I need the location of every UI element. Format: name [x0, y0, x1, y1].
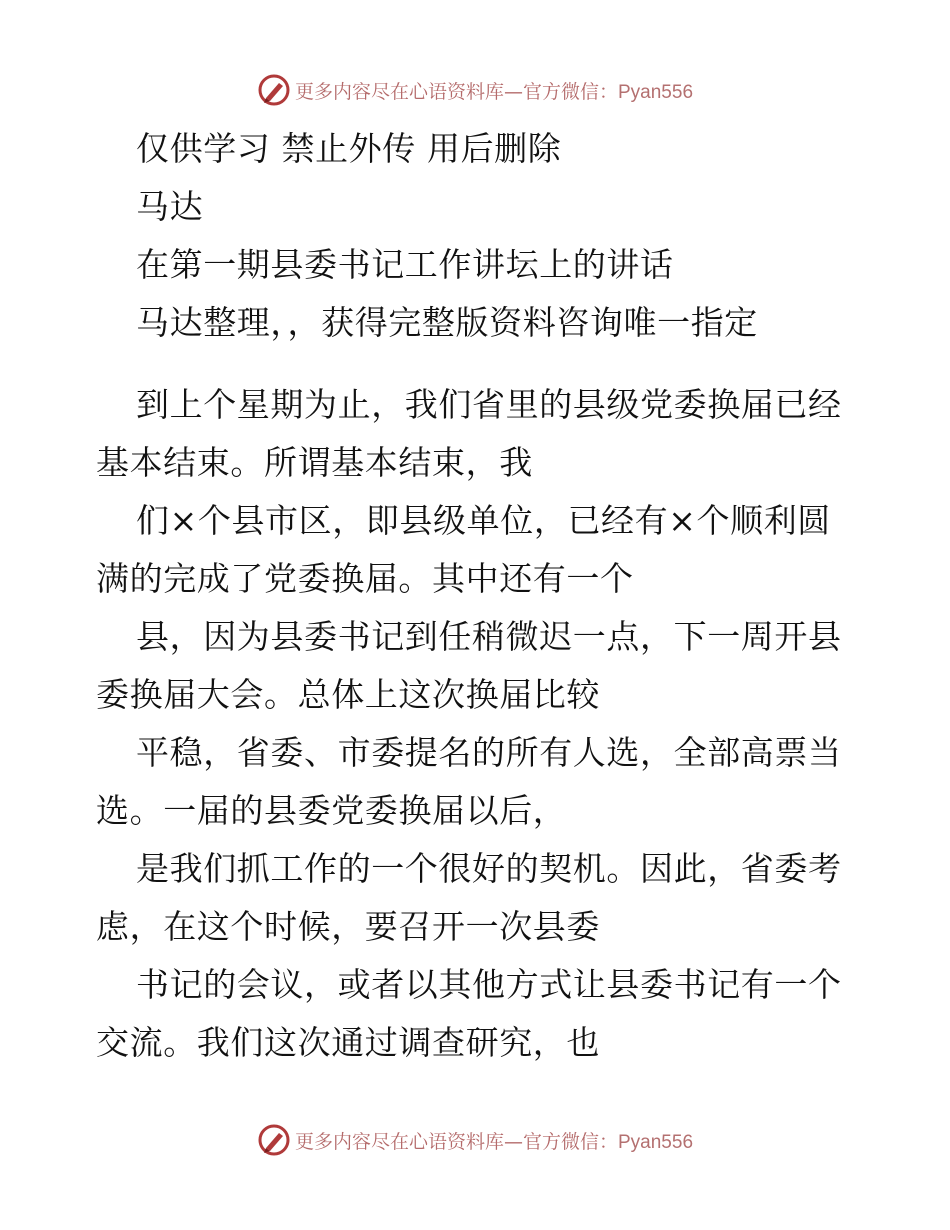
pen-logo-icon	[257, 73, 291, 107]
header-line-source: 马达整理，，获得完整版资料咨询唯一指定	[136, 303, 758, 342]
watermark-banner-bottom	[0, 1120, 950, 1160]
body-line: 们×个县市区，即县级单位，已经有×个顺利圆	[136, 501, 831, 540]
watermark-handle: Pyan556	[618, 81, 694, 103]
body-line: 是我们抓工作的一个很好的契机。因此，省委考	[136, 849, 842, 888]
body-line: 县，因为县委书记到任稍微迟一点，下一周开县	[136, 617, 842, 656]
body-line: 委换届大会。总体上这次换届比较	[96, 675, 600, 714]
document-page	[96, 120, 856, 1072]
watermark-text: 更多内容尽在心语资料库—官方微信：	[294, 80, 618, 103]
body-line: 平稳，省委、市委提名的所有人选，全部高票当	[136, 733, 842, 772]
body-line: 书记的会议，或者以其他方式让县委书记有一个	[136, 965, 842, 1004]
watermark-text: 更多内容尽在心语资料库—官方微信：	[294, 1130, 618, 1153]
watermark-handle: Pyan556	[618, 1131, 694, 1153]
header-line-notice: 仅供学习 禁止外传 用后删除	[136, 129, 562, 168]
header-line-author: 马达	[136, 187, 204, 226]
pen-logo-icon	[257, 1123, 291, 1157]
body-line: 基本结束。所谓基本结束，我	[96, 443, 533, 482]
body-line: 满的完成了党委换届。其中还有一个	[96, 559, 634, 598]
body-line: 选。一届的县委党委换届以后，	[96, 791, 567, 830]
header-line-title: 在第一期县委书记工作讲坛上的讲话	[136, 245, 674, 284]
body-line: 虑，在这个时候，要召开一次县委	[96, 907, 600, 946]
spacer	[96, 352, 856, 376]
watermark-banner-top	[0, 70, 950, 110]
body-line: 到上个星期为止，我们省里的县级党委换届已经	[136, 385, 842, 424]
body-line: 交流。我们这次通过调查研究，也	[96, 1023, 600, 1062]
